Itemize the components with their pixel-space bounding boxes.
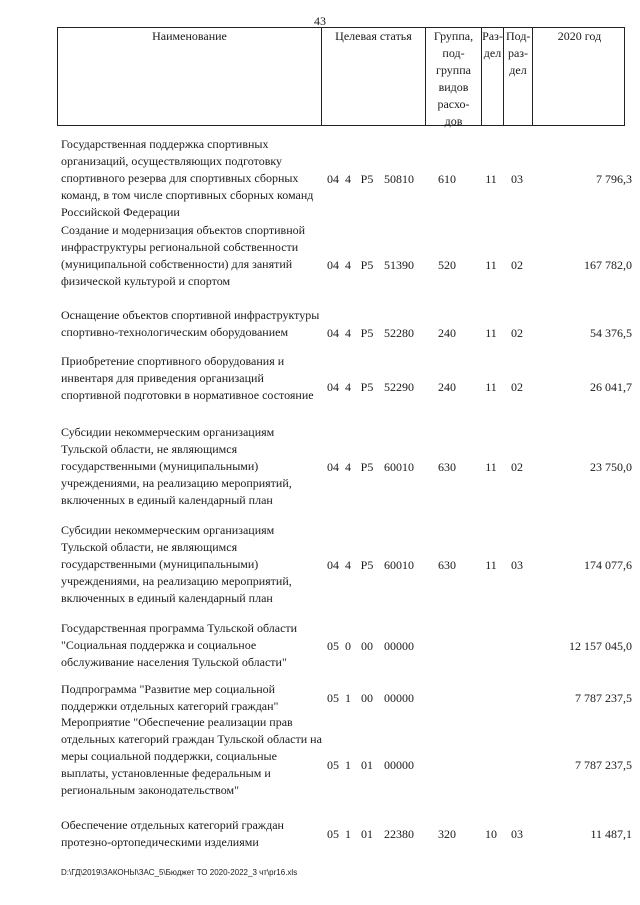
target-code-program: 04 (327, 326, 339, 340)
target-code-program: 04 (327, 380, 339, 394)
target-code-program: 04 (327, 172, 339, 186)
row-name: Обеспечение отдельных категорий граждан протезно-ортопедическими изделиями (61, 818, 284, 849)
target-code-program: 05 (327, 758, 339, 772)
row-name: Государственная программа Тульской области "Социальная поддержка и социальное обслуживание населения Тульской области" (61, 621, 298, 669)
section-code: 11 (485, 460, 497, 474)
target-code-program: 05 (327, 691, 339, 705)
table-row (0, 222, 640, 307)
row-name: Подпрограмма "Развитие мер социальной поддержки отдельных категорий граждан" (61, 682, 279, 713)
target-code-direction: 22380 (384, 827, 414, 841)
table-row (0, 817, 640, 851)
target-code-direction: 52280 (384, 326, 414, 340)
target-code-direction: 51390 (384, 258, 414, 272)
expense-group: 610 (438, 172, 456, 186)
target-code-event: P5 (360, 380, 374, 394)
target-code-subprogram: 1 (345, 758, 351, 772)
row-name: Субсидии некоммерческим организациям Тульской области, не являющимся государственными (муниципальными) учреждениями, на реализацию мероприятий, включенных в единый календарный план (61, 523, 292, 605)
subsection-code: 03 (511, 172, 523, 186)
target-code-program: 05 (327, 827, 339, 841)
amount-2020: 54 376,5 (590, 326, 632, 340)
target-code-subprogram: 1 (345, 691, 351, 705)
target-code-direction: 00000 (384, 758, 414, 772)
target-code-subprogram: 0 (345, 639, 351, 653)
target-code-subprogram: 4 (345, 326, 351, 340)
target-code-direction: 00000 (384, 691, 414, 705)
target-code-direction: 60010 (384, 558, 414, 572)
table-row (0, 307, 640, 358)
file-path-footer: D:\ГД\2019\ЗАКОНЫ\ЗАС_5\Бюджет ТО 2020-2022_3 чт\pr16.xls (61, 868, 298, 877)
target-code-subprogram: 4 (345, 172, 351, 186)
amount-2020: 7 787 237,5 (575, 758, 632, 772)
target-code-program: 04 (327, 558, 339, 572)
expense-group: 630 (438, 460, 456, 474)
table-row (0, 681, 640, 715)
section-code: 11 (485, 558, 497, 572)
row-name: Оснащение объектов спортивной инфраструктуры спортивно-технологическим оборудованием (61, 308, 320, 339)
target-code-direction: 00000 (384, 639, 414, 653)
row-name: Мероприятие "Обеспечение реализации прав отдельных категорий граждан Тульской области на меры социальной поддержки, социальные выплаты, установленные федеральным и региональным законодательством" (61, 715, 322, 797)
row-name: Субсидии некоммерческим организациям Тульской области, не являющимся государственными (муниципальными) учреждениями, на реализацию мероприятий, включенных в единый календарный план (61, 425, 292, 507)
expense-group: 630 (438, 558, 456, 572)
section-code: 11 (485, 172, 497, 186)
target-code-direction: 52290 (384, 380, 414, 394)
table-row (0, 714, 640, 816)
section-code: 11 (485, 380, 497, 394)
target-code-event: 00 (361, 639, 373, 653)
target-code-program: 05 (327, 639, 339, 653)
target-code-subprogram: 1 (345, 827, 351, 841)
expense-group: 240 (438, 326, 456, 340)
target-code-event: P5 (360, 258, 374, 272)
section-code: 10 (485, 827, 497, 841)
section-code: 11 (485, 326, 497, 340)
amount-2020: 12 157 045,0 (569, 639, 632, 653)
target-code-event: P5 (360, 558, 374, 572)
header-group: Группа, под-группа видов расхо-дов (425, 28, 481, 125)
target-code-subprogram: 4 (345, 558, 351, 572)
expense-group: 240 (438, 380, 456, 394)
target-code-subprogram: 4 (345, 460, 351, 474)
target-code-program: 04 (327, 258, 339, 272)
target-code-direction: 60010 (384, 460, 414, 474)
row-name: Государственная поддержка спортивных организаций, осуществляющих подготовку спортивного резерва для спортивных сборных команд, в том числе спортивных сборных команд Российской Федерации (61, 137, 314, 219)
target-code-event: P5 (360, 172, 374, 186)
target-code-direction: 50810 (384, 172, 414, 186)
section-code: 11 (485, 258, 497, 272)
expense-group: 520 (438, 258, 456, 272)
subsection-code: 02 (511, 258, 523, 272)
subsection-code: 03 (511, 827, 523, 841)
amount-2020: 7 796,3 (596, 172, 632, 186)
amount-2020: 7 787 237,5 (575, 691, 632, 705)
header-section: Раз-дел (481, 28, 503, 125)
target-code-event: 00 (361, 691, 373, 705)
amount-2020: 11 487,1 (590, 827, 632, 841)
table-header (57, 27, 625, 126)
table-row (0, 424, 640, 509)
amount-2020: 26 041,7 (590, 380, 632, 394)
target-code-subprogram: 4 (345, 380, 351, 394)
subsection-code: 02 (511, 326, 523, 340)
target-code-event: 01 (361, 758, 373, 772)
subsection-code: 02 (511, 380, 523, 394)
page-number: 43 (314, 14, 326, 28)
row-name: Приобретение спортивного оборудования и инвентаря для приведения организаций спортивной подготовки в нормативное состояние (61, 354, 314, 402)
amount-2020: 167 782,0 (584, 258, 632, 272)
header-year: 2020 год (532, 28, 626, 125)
table-row (0, 353, 640, 421)
table-row (0, 136, 640, 221)
target-code-event: P5 (360, 460, 374, 474)
subsection-code: 02 (511, 460, 523, 474)
row-name: Создание и модернизация объектов спортивной инфраструктуры региональной собственности (муниципальной собственности) для занятий физической культурой и спортом (61, 223, 306, 288)
header-subsection: Под-раз-дел (503, 28, 532, 125)
target-code-subprogram: 4 (345, 258, 351, 272)
header-target: Целевая статья (321, 28, 425, 125)
amount-2020: 174 077,6 (584, 558, 632, 572)
target-code-event: 01 (361, 827, 373, 841)
table-row (0, 522, 640, 607)
target-code-program: 04 (327, 460, 339, 474)
table-row (0, 620, 640, 671)
target-code-event: P5 (360, 326, 374, 340)
subsection-code: 03 (511, 558, 523, 572)
amount-2020: 23 750,0 (590, 460, 632, 474)
expense-group: 320 (438, 827, 456, 841)
header-name: Наименование (152, 29, 227, 43)
